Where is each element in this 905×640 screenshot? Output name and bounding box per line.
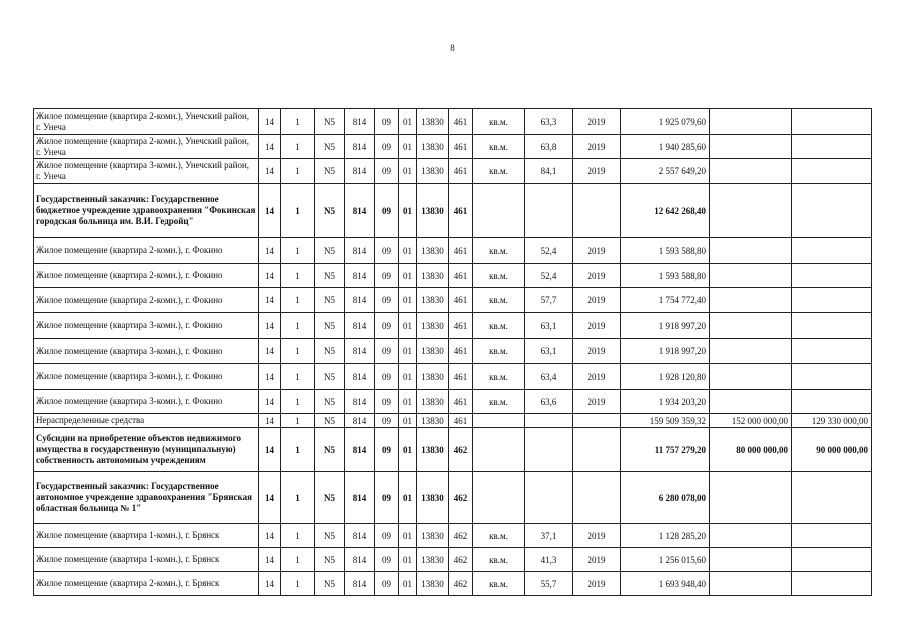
section-cell: 1	[281, 109, 315, 135]
expense-type-cell: 461	[449, 313, 473, 339]
amount-2021-cell	[792, 524, 872, 548]
target-cell: N5	[315, 428, 345, 472]
area-cell: 63,1	[525, 313, 573, 339]
group-cell: 01	[399, 548, 417, 572]
group-cell: 01	[399, 572, 417, 596]
subsection-cell: 09	[375, 288, 399, 313]
program-cell: 13830	[417, 264, 449, 288]
target-cell: N5	[315, 339, 345, 364]
object-name-cell: Государственный заказчик: Государственное автономное учреждение здравоохранения "Брянская областная больница № 1"	[34, 472, 259, 524]
amount-2019-cell: 1 593 588,80	[621, 264, 710, 288]
target-code-cell: 814	[345, 313, 375, 339]
amount-2019-cell: 1 754 772,40	[621, 288, 710, 313]
year-cell: 2019	[573, 339, 621, 364]
target-cell: N5	[315, 414, 345, 428]
subsection-cell: 09	[375, 428, 399, 472]
subsection-cell: 09	[375, 364, 399, 390]
table-row	[34, 390, 872, 414]
unit-cell: кв.м.	[473, 390, 525, 414]
amount-2021-cell: 90 000 000,00	[792, 428, 872, 472]
amount-2021-cell	[792, 572, 872, 596]
amount-2021-cell	[792, 313, 872, 339]
table-row	[34, 572, 872, 596]
program-cell: 13830	[417, 135, 449, 159]
amount-2020-cell: 80 000 000,00	[710, 428, 792, 472]
target-cell: N5	[315, 390, 345, 414]
program-cell: 13830	[417, 548, 449, 572]
object-name-cell: Жилое помещение (квартира 3-комн.), Унечский район, г. Унеча	[34, 159, 259, 184]
chapter-cell: 14	[259, 159, 281, 184]
area-cell: 37,1	[525, 524, 573, 548]
table-row	[34, 524, 872, 548]
unit-cell: кв.м.	[473, 313, 525, 339]
amount-2020-cell	[710, 472, 792, 524]
area-cell: 52,4	[525, 264, 573, 288]
section-cell: 1	[281, 390, 315, 414]
amount-2021-cell	[792, 238, 872, 264]
amount-2021-cell	[792, 184, 872, 238]
subsection-cell: 09	[375, 548, 399, 572]
amount-2020-cell	[710, 548, 792, 572]
area-cell: 55,7	[525, 572, 573, 596]
area-cell: 63,4	[525, 364, 573, 390]
amount-2019-cell: 1 934 203,20	[621, 390, 710, 414]
subsection-cell: 09	[375, 572, 399, 596]
table-row	[34, 159, 872, 184]
expense-type-cell: 462	[449, 428, 473, 472]
target-code-cell: 814	[345, 472, 375, 524]
table-row	[34, 414, 872, 428]
section-cell: 1	[281, 264, 315, 288]
chapter-cell: 14	[259, 313, 281, 339]
amount-2019-cell: 1 128 285,20	[621, 524, 710, 548]
chapter-cell: 14	[259, 238, 281, 264]
unit-cell: кв.м.	[473, 264, 525, 288]
program-cell: 13830	[417, 313, 449, 339]
amount-2020-cell	[710, 159, 792, 184]
amount-2020-cell	[710, 264, 792, 288]
expense-type-cell: 461	[449, 109, 473, 135]
year-cell	[573, 414, 621, 428]
chapter-cell: 14	[259, 428, 281, 472]
expense-type-cell: 461	[449, 264, 473, 288]
chapter-cell: 14	[259, 524, 281, 548]
program-cell: 13830	[417, 159, 449, 184]
program-cell: 13830	[417, 390, 449, 414]
target-code-cell: 814	[345, 390, 375, 414]
expense-type-cell: 461	[449, 288, 473, 313]
target-cell: N5	[315, 313, 345, 339]
unit-cell	[473, 414, 525, 428]
group-cell: 01	[399, 264, 417, 288]
target-code-cell: 814	[345, 414, 375, 428]
subsection-cell: 09	[375, 159, 399, 184]
object-name-cell: Жилое помещение (квартира 3-комн.), г. Фокино	[34, 339, 259, 364]
area-cell	[525, 428, 573, 472]
amount-2019-cell: 2 557 649,20	[621, 159, 710, 184]
area-cell: 84,1	[525, 159, 573, 184]
amount-2020-cell	[710, 184, 792, 238]
group-cell: 01	[399, 159, 417, 184]
expense-type-cell: 462	[449, 524, 473, 548]
target-code-cell: 814	[345, 159, 375, 184]
section-cell: 1	[281, 238, 315, 264]
program-cell: 13830	[417, 184, 449, 238]
target-cell: N5	[315, 159, 345, 184]
group-cell: 01	[399, 339, 417, 364]
program-cell: 13830	[417, 288, 449, 313]
page-number: 8	[450, 43, 455, 53]
object-name-cell: Жилое помещение (квартира 3-комн.), г. Фокино	[34, 364, 259, 390]
section-cell: 1	[281, 313, 315, 339]
amount-2021-cell	[792, 390, 872, 414]
target-cell: N5	[315, 288, 345, 313]
target-cell: N5	[315, 184, 345, 238]
object-name-cell: Жилое помещение (квартира 1-комн.), г. Брянск	[34, 524, 259, 548]
target-cell: N5	[315, 472, 345, 524]
group-cell: 01	[399, 524, 417, 548]
unit-cell	[473, 184, 525, 238]
subsection-cell: 09	[375, 238, 399, 264]
amount-2019-cell: 159 509 359,32	[621, 414, 710, 428]
target-code-cell: 814	[345, 264, 375, 288]
section-cell: 1	[281, 548, 315, 572]
year-cell: 2019	[573, 313, 621, 339]
object-name-cell: Нераспределенные средства	[34, 414, 259, 428]
subsection-cell: 09	[375, 390, 399, 414]
area-cell	[525, 414, 573, 428]
amount-2019-cell: 1 593 588,80	[621, 238, 710, 264]
chapter-cell: 14	[259, 109, 281, 135]
table-row	[34, 548, 872, 572]
table-row	[34, 264, 872, 288]
year-cell: 2019	[573, 135, 621, 159]
expense-type-cell: 462	[449, 572, 473, 596]
program-cell: 13830	[417, 414, 449, 428]
unit-cell	[473, 428, 525, 472]
amount-2019-cell: 12 642 268,40	[621, 184, 710, 238]
expense-type-cell: 461	[449, 390, 473, 414]
chapter-cell: 14	[259, 572, 281, 596]
unit-cell: кв.м.	[473, 135, 525, 159]
amount-2021-cell	[792, 339, 872, 364]
area-cell: 63,1	[525, 339, 573, 364]
amount-2021-cell	[792, 548, 872, 572]
chapter-cell: 14	[259, 184, 281, 238]
target-cell: N5	[315, 572, 345, 596]
group-cell: 01	[399, 390, 417, 414]
object-name-cell: Жилое помещение (квартира 2-комн.), г. Брянск	[34, 572, 259, 596]
year-cell: 2019	[573, 159, 621, 184]
year-cell: 2019	[573, 238, 621, 264]
target-code-cell: 814	[345, 428, 375, 472]
expense-type-cell: 462	[449, 472, 473, 524]
object-name-cell: Жилое помещение (квартира 1-комн.), г. Брянск	[34, 548, 259, 572]
expense-type-cell: 461	[449, 135, 473, 159]
section-cell: 1	[281, 524, 315, 548]
amount-2021-cell	[792, 288, 872, 313]
program-cell: 13830	[417, 572, 449, 596]
group-cell: 01	[399, 288, 417, 313]
chapter-cell: 14	[259, 414, 281, 428]
unit-cell: кв.м.	[473, 109, 525, 135]
amount-2020-cell	[710, 524, 792, 548]
group-cell: 01	[399, 428, 417, 472]
program-cell: 13830	[417, 364, 449, 390]
expense-type-cell: 461	[449, 159, 473, 184]
target-cell: N5	[315, 109, 345, 135]
unit-cell	[473, 472, 525, 524]
target-code-cell: 814	[345, 572, 375, 596]
target-code-cell: 814	[345, 184, 375, 238]
object-name-cell: Жилое помещение (квартира 2-комн.), г. Фокино	[34, 288, 259, 313]
amount-2020-cell	[710, 135, 792, 159]
amount-2021-cell	[792, 109, 872, 135]
expense-type-cell: 461	[449, 414, 473, 428]
amount-2020-cell	[710, 313, 792, 339]
year-cell: 2019	[573, 264, 621, 288]
expense-type-cell: 461	[449, 238, 473, 264]
target-cell: N5	[315, 135, 345, 159]
table-header-row	[34, 472, 872, 524]
amount-2021-cell	[792, 472, 872, 524]
unit-cell: кв.м.	[473, 364, 525, 390]
area-cell: 63,3	[525, 109, 573, 135]
section-cell: 1	[281, 184, 315, 238]
chapter-cell: 14	[259, 390, 281, 414]
area-cell: 63,6	[525, 390, 573, 414]
subsection-cell: 09	[375, 339, 399, 364]
object-name-cell: Жилое помещение (квартира 3-комн.), г. Фокино	[34, 313, 259, 339]
amount-2019-cell: 1 925 079,60	[621, 109, 710, 135]
target-cell: N5	[315, 524, 345, 548]
section-cell: 1	[281, 572, 315, 596]
amount-2021-cell	[792, 264, 872, 288]
amount-2019-cell: 1 928 120,80	[621, 364, 710, 390]
subsection-cell: 09	[375, 414, 399, 428]
target-code-cell: 814	[345, 238, 375, 264]
unit-cell: кв.м.	[473, 572, 525, 596]
table-row	[34, 288, 872, 313]
amount-2021-cell	[792, 135, 872, 159]
table-row	[34, 313, 872, 339]
target-code-cell: 814	[345, 364, 375, 390]
target-cell: N5	[315, 548, 345, 572]
table-header-row	[34, 184, 872, 238]
target-code-cell: 814	[345, 109, 375, 135]
table-row	[34, 364, 872, 390]
unit-cell: кв.м.	[473, 548, 525, 572]
expense-type-cell: 461	[449, 364, 473, 390]
amount-2020-cell	[710, 390, 792, 414]
object-name-cell: Жилое помещение (квартира 2-комн.), Унечский район, г. Унеча	[34, 135, 259, 159]
object-name-cell: Субсидии на приобретение объектов недвижимого имущества в государственную (муниципальную) собственность автономным учреждениям	[34, 428, 259, 472]
table-header-row	[34, 428, 872, 472]
group-cell: 01	[399, 184, 417, 238]
section-cell: 1	[281, 364, 315, 390]
chapter-cell: 14	[259, 264, 281, 288]
chapter-cell: 14	[259, 472, 281, 524]
area-cell	[525, 184, 573, 238]
program-cell: 13830	[417, 238, 449, 264]
subsection-cell: 09	[375, 472, 399, 524]
amount-2021-cell: 129 330 000,00	[792, 414, 872, 428]
year-cell: 2019	[573, 390, 621, 414]
program-cell: 13830	[417, 109, 449, 135]
subsection-cell: 09	[375, 313, 399, 339]
chapter-cell: 14	[259, 339, 281, 364]
target-code-cell: 814	[345, 135, 375, 159]
amount-2019-cell: 1 940 285,60	[621, 135, 710, 159]
amount-2019-cell: 1 256 015,60	[621, 548, 710, 572]
amount-2020-cell	[710, 238, 792, 264]
unit-cell: кв.м.	[473, 288, 525, 313]
program-cell: 13830	[417, 472, 449, 524]
area-cell: 41,3	[525, 548, 573, 572]
unit-cell: кв.м.	[473, 339, 525, 364]
section-cell: 1	[281, 414, 315, 428]
year-cell	[573, 428, 621, 472]
object-name-cell: Жилое помещение (квартира 2-комн.), Унечский район, г. Унеча	[34, 109, 259, 135]
year-cell	[573, 184, 621, 238]
amount-2021-cell	[792, 364, 872, 390]
amount-2020-cell	[710, 339, 792, 364]
target-code-cell: 814	[345, 339, 375, 364]
year-cell: 2019	[573, 524, 621, 548]
area-cell: 52,4	[525, 238, 573, 264]
amount-2019-cell: 1 918 997,20	[621, 339, 710, 364]
group-cell: 01	[399, 364, 417, 390]
amount-2021-cell	[792, 159, 872, 184]
unit-cell: кв.м.	[473, 238, 525, 264]
year-cell: 2019	[573, 288, 621, 313]
table-row	[34, 109, 872, 135]
chapter-cell: 14	[259, 548, 281, 572]
subsection-cell: 09	[375, 524, 399, 548]
object-name-cell: Жилое помещение (квартира 2-комн.), г. Фокино	[34, 238, 259, 264]
group-cell: 01	[399, 238, 417, 264]
amount-2020-cell: 152 000 000,00	[710, 414, 792, 428]
area-cell	[525, 472, 573, 524]
group-cell: 01	[399, 109, 417, 135]
group-cell: 01	[399, 135, 417, 159]
target-cell: N5	[315, 264, 345, 288]
amount-2020-cell	[710, 109, 792, 135]
area-cell: 57,7	[525, 288, 573, 313]
section-cell: 1	[281, 339, 315, 364]
section-cell: 1	[281, 472, 315, 524]
chapter-cell: 14	[259, 288, 281, 313]
target-code-cell: 814	[345, 524, 375, 548]
amount-2020-cell	[710, 364, 792, 390]
program-cell: 13830	[417, 339, 449, 364]
section-cell: 1	[281, 428, 315, 472]
subsection-cell: 09	[375, 184, 399, 238]
year-cell: 2019	[573, 548, 621, 572]
section-cell: 1	[281, 159, 315, 184]
amount-2019-cell: 1 918 997,20	[621, 313, 710, 339]
target-cell: N5	[315, 238, 345, 264]
target-cell: N5	[315, 364, 345, 390]
target-code-cell: 814	[345, 288, 375, 313]
expense-type-cell: 461	[449, 184, 473, 238]
table-row	[34, 135, 872, 159]
chapter-cell: 14	[259, 135, 281, 159]
table-row	[34, 339, 872, 364]
unit-cell: кв.м.	[473, 159, 525, 184]
year-cell	[573, 472, 621, 524]
program-cell: 13830	[417, 428, 449, 472]
group-cell: 01	[399, 414, 417, 428]
amount-2019-cell: 11 757 279,20	[621, 428, 710, 472]
amount-2020-cell	[710, 288, 792, 313]
object-name-cell: Жилое помещение (квартира 3-комн.), г. Фокино	[34, 390, 259, 414]
subsection-cell: 09	[375, 109, 399, 135]
year-cell: 2019	[573, 572, 621, 596]
group-cell: 01	[399, 472, 417, 524]
budget-table	[33, 108, 872, 596]
area-cell: 63,8	[525, 135, 573, 159]
program-cell: 13830	[417, 524, 449, 548]
amount-2019-cell: 6 280 078,00	[621, 472, 710, 524]
section-cell: 1	[281, 135, 315, 159]
unit-cell: кв.м.	[473, 524, 525, 548]
expense-type-cell: 462	[449, 548, 473, 572]
object-name-cell: Жилое помещение (квартира 2-комн.), г. Фокино	[34, 264, 259, 288]
amount-2019-cell: 1 693 948,40	[621, 572, 710, 596]
year-cell: 2019	[573, 109, 621, 135]
target-code-cell: 814	[345, 548, 375, 572]
object-name-cell: Государственный заказчик: Государственное бюджетное учреждение здравоохранения "Фокинская городская больница им. В.И. Гедройц"	[34, 184, 259, 238]
subsection-cell: 09	[375, 135, 399, 159]
expense-type-cell: 461	[449, 339, 473, 364]
group-cell: 01	[399, 313, 417, 339]
chapter-cell: 14	[259, 364, 281, 390]
subsection-cell: 09	[375, 264, 399, 288]
section-cell: 1	[281, 288, 315, 313]
year-cell: 2019	[573, 364, 621, 390]
amount-2020-cell	[710, 572, 792, 596]
table-row	[34, 238, 872, 264]
